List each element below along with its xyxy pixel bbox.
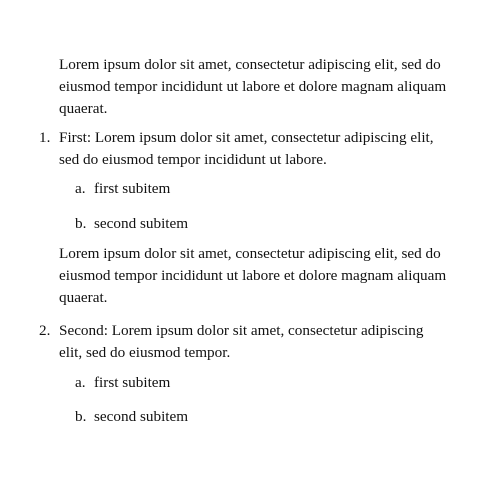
list-item-text: Second: Lorem ipsum dolor sit amet, consectetur adipiscing elit, sed do eiusmod tempor. xyxy=(59,322,424,361)
sublist-marker: b. xyxy=(75,408,87,425)
list-item-paragraph: Lorem ipsum dolor sit amet, consectetur adipiscing elit, sed do eiusmod tempor incididunt ut labore et dolore magnam aliquam quaerat. xyxy=(59,245,447,306)
sublist-item-text: first subitem xyxy=(94,374,171,391)
sublist-item-text: second subitem xyxy=(94,408,189,425)
list-marker: 2. xyxy=(39,322,51,339)
sublist-marker: b. xyxy=(75,215,87,232)
list-marker: 1. xyxy=(39,129,51,146)
list-item-text: First: Lorem ipsum dolor sit amet, consectetur adipiscing elit, sed do eiusmod tempor incididunt ut labore. xyxy=(59,129,434,168)
sublist-item-text: second subitem xyxy=(94,215,189,232)
sublist-marker: a. xyxy=(75,374,86,391)
sublist-marker: a. xyxy=(75,180,86,197)
sublist-item-text: first subitem xyxy=(94,180,171,197)
intro-paragraph: Lorem ipsum dolor sit amet, consectetur adipiscing elit, sed do eiusmod tempor incididunt ut labore et dolore magnam aliquam quaerat. xyxy=(59,56,447,117)
